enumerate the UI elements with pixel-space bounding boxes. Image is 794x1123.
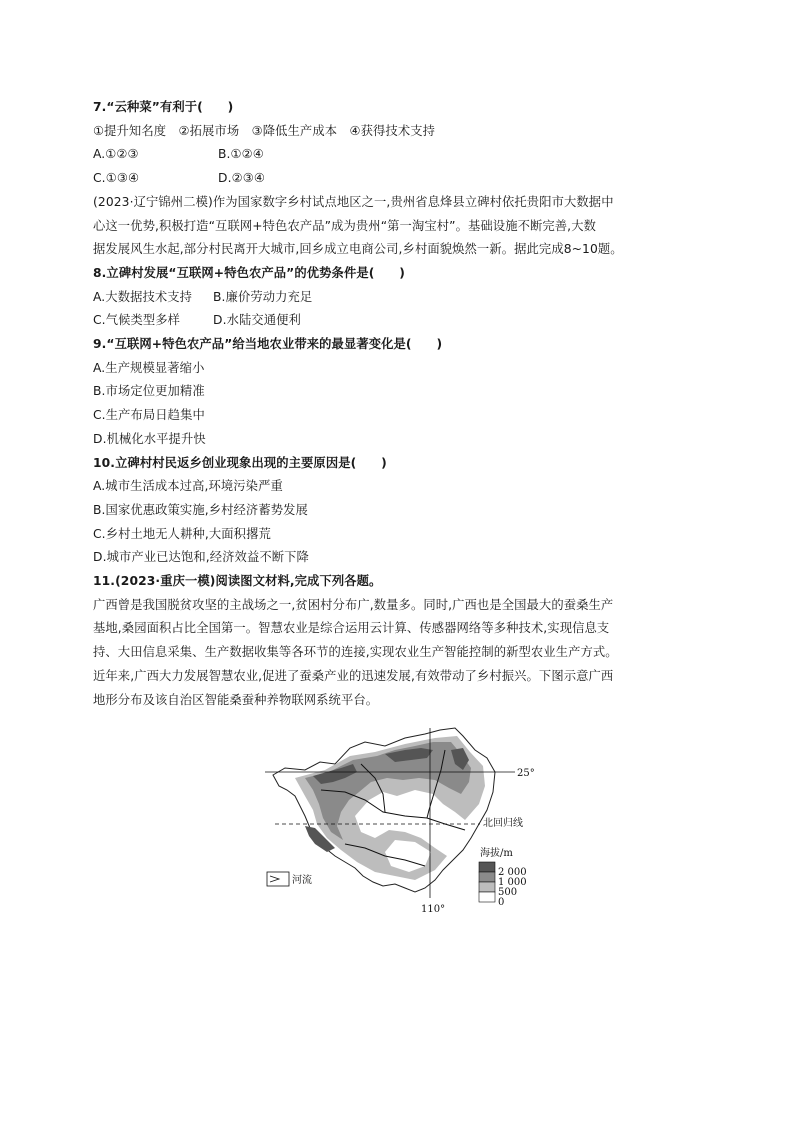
q11-line-3: 持、大田信息采集、生产数据收集等各环节的连接,实现农业生产智能控制的新型农业生产方式。	[93, 645, 618, 660]
q8-option-c[interactable]: C.气候类型多样	[93, 313, 181, 328]
q11-line-1: 广西曾是我国脱贫攻坚的主战场之一,贫困村分布广,数量多。同时,广西也是全国最大的蚕桑生产	[93, 597, 614, 612]
elevation-label-0: 0	[498, 897, 505, 908]
q7-option-a[interactable]: A.①②③	[93, 147, 139, 162]
q7-options-row-2	[93, 167, 713, 191]
elevation-swatch-0-500	[479, 892, 495, 902]
material1-line-2: 心这一优势,积极打造“互联网+特色农产品”成为贵州“第一淘宝村”。基础设施不断完善,大数	[93, 218, 596, 233]
map-svg	[265, 720, 545, 920]
q10-option-b[interactable]: B.国家优惠政策实施,乡村经济蓄势发展	[93, 502, 308, 517]
q11-line-2: 基地,桑园面积占比全国第一。智慧农业是综合运用云计算、传感器网络等多种技术,实现信息支	[93, 621, 610, 636]
q8-option-b[interactable]: B.廉价劳动力充足	[213, 289, 313, 304]
material1-line-3: 据发展风生水起,部分村民离开大城市,回乡成立电商公司,乡村面貌焕然一新。据此完成8~10题。	[93, 242, 623, 257]
tropic-of-cancer-label: 北回归线	[483, 818, 523, 829]
q7-option-b[interactable]: B.①②④	[218, 147, 264, 162]
q9-option-a[interactable]: A.生产规模显著缩小	[93, 360, 205, 375]
q9-option-c[interactable]: C.生产布局日趋集中	[93, 408, 205, 423]
q11-line-5: 地形分布及该自治区智能桑蚕种养物联网系统平台。	[93, 692, 379, 707]
elevation-legend-title: 海拔/m	[480, 848, 513, 859]
elevation-label-1000: 1 000	[498, 877, 527, 888]
longitude-110-label: 110°	[421, 904, 446, 915]
q7-options-row-1	[93, 143, 713, 167]
q7-stem: 7.“云种菜”有利于( )	[93, 100, 234, 114]
q11-stem: 11.(2023·重庆一模)阅读图文材料,完成下列各题。	[93, 574, 382, 589]
q8-option-d[interactable]: D.水陆交通便利	[213, 313, 301, 328]
guangxi-terrain-map	[265, 720, 545, 920]
q10-option-a[interactable]: A.城市生活成本过高,环境污染严重	[93, 479, 283, 494]
river-legend-label: 河流	[292, 875, 312, 886]
q7-option-d[interactable]: D.②③④	[218, 171, 265, 186]
q7-option-c[interactable]: C.①③④	[93, 171, 140, 186]
elevation-swatch-above-2000	[479, 862, 495, 872]
q8-option-a[interactable]: A.大数据技术支持	[93, 289, 193, 304]
q9-stem: 9.“互联网+特色农产品”给当地农业带来的最显著变化是( )	[93, 337, 443, 352]
q11-line-4: 近年来,广西大力发展智慧农业,促进了蚕桑产业的迅速发展,有效带动了乡村振兴。下图示意广西	[93, 668, 614, 683]
q7-items: ①提升知名度 ②拓展市场 ③降低生产成本 ④获得技术支持	[93, 123, 436, 138]
q8-options-row-2	[93, 309, 713, 333]
latitude-25-label: 25°	[517, 768, 535, 779]
q10-option-d[interactable]: D.城市产业已达饱和,经济效益不断下降	[93, 550, 309, 565]
q8-stem: 8.立碑村发展“互联网+特色农产品”的优势条件是( )	[93, 265, 405, 280]
exam-page	[93, 96, 713, 712]
material1-line-1: (2023·辽宁锦州二模)作为国家数字乡村试点地区之一,贵州省息烽县立碑村依托贵阳市大数据中	[93, 194, 614, 209]
q9-option-b[interactable]: B.市场定位更加精准	[93, 384, 205, 399]
q10-stem: 10.立碑村村民返乡创业现象出现的主要原因是( )	[93, 455, 387, 470]
elevation-label-500: 500	[498, 887, 518, 898]
q10-option-c[interactable]: C.乡村土地无人耕种,大面积撂荒	[93, 526, 271, 541]
q8-options-row-1	[93, 286, 713, 310]
q9-option-d[interactable]: D.机械化水平提升快	[93, 431, 206, 446]
elevation-swatch-500-1000	[479, 882, 495, 892]
elevation-swatch-1000-2000	[479, 872, 495, 882]
elevation-label-2000: 2 000	[498, 867, 527, 878]
